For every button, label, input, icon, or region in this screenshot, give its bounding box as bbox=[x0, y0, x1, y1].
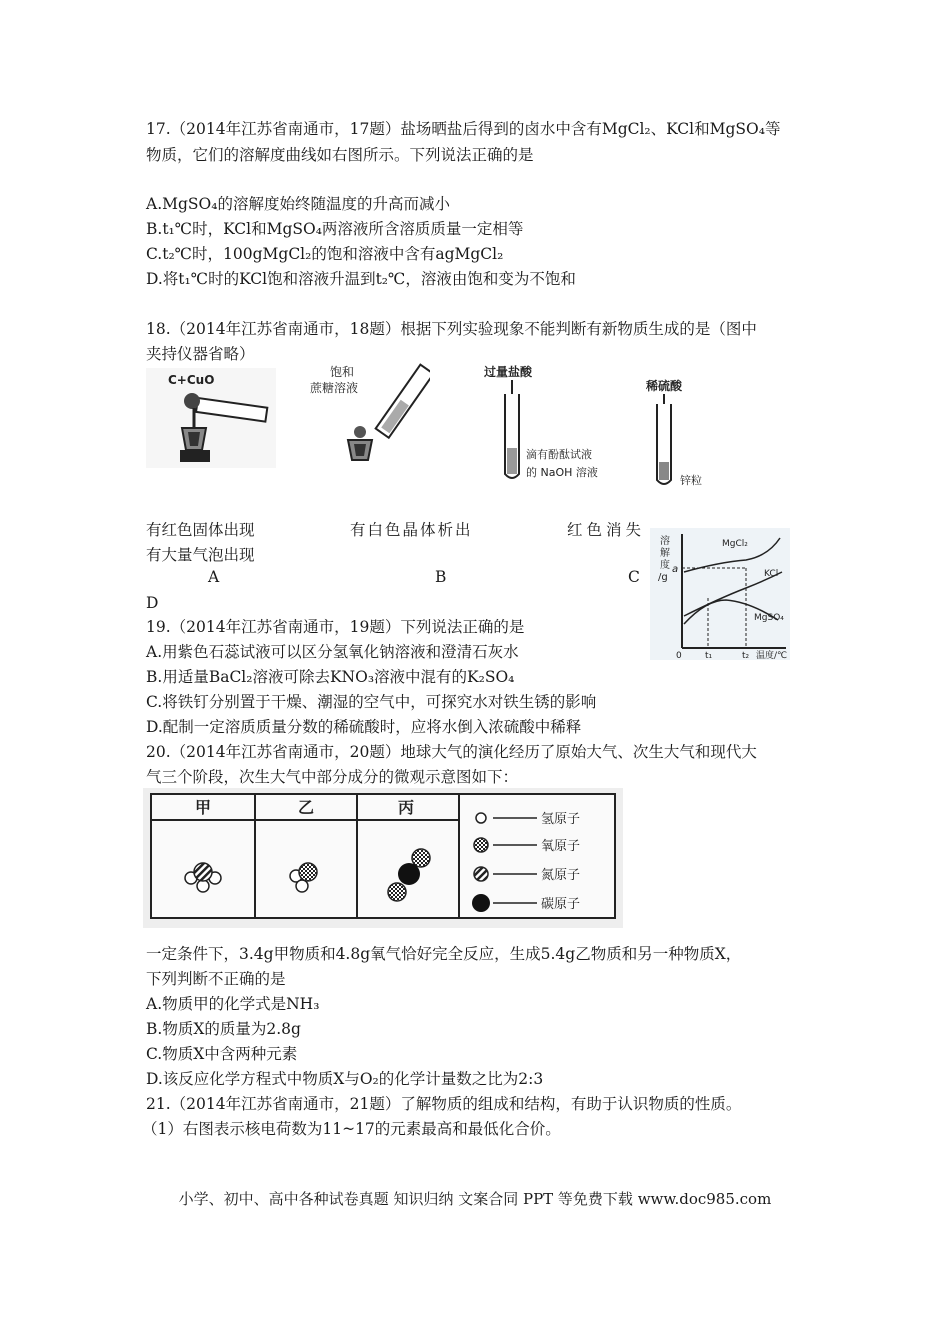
experiment-b-figure bbox=[300, 362, 430, 468]
q18-stem-line1: 18.（2014年江苏省南通市，18题）根据下列实验现象不能判断有新物质生成的是（图中 bbox=[146, 320, 757, 338]
q19-option-a: A.用紫色石蕊试液可以区分氢氧化钠溶液和澄清石灰水 bbox=[146, 643, 519, 661]
letter-b: B bbox=[435, 568, 447, 586]
fig-a-label: C+CuO bbox=[168, 373, 215, 387]
phenomenon-d: 有大量气泡出现 bbox=[146, 546, 255, 564]
q19-option-d: D.配制一定溶质质量分数的稀硫酸时，应将水倒入浓硫酸中稀释 bbox=[146, 718, 582, 736]
q17-option-d: D.将t₁℃时的KCl饱和溶液升温到t₂℃，溶液由饱和变为不饱和 bbox=[146, 270, 576, 288]
q20-stem-line1: 20.（2014年江苏省南通市，20题）地球大气的演化经历了原始大气、次生大气和现代大 bbox=[146, 743, 757, 761]
chart-series-kcl: KCl bbox=[764, 569, 779, 579]
molecule-diagram bbox=[143, 788, 623, 928]
q19-option-b: B.用适量BaCl₂溶液可除去KNO₃溶液中混有的K₂SO₄ bbox=[146, 668, 515, 686]
fig-b-label-2: 蔗糖溶液 bbox=[310, 381, 359, 395]
chart-origin: 0 bbox=[676, 651, 682, 660]
table-header-yi: 乙 bbox=[298, 798, 315, 817]
q17-stem-line1: 17.（2014年江苏省南通市，17题）盐场晒盐后得到的卤水中含有MgCl₂、KCl和MgSO₄等 bbox=[146, 120, 781, 138]
phenomenon-a: 有红色固体出现 bbox=[146, 521, 255, 539]
table-header-jia: 甲 bbox=[195, 798, 212, 817]
fig-c-label-1: 过量盐酸 bbox=[484, 365, 533, 379]
experiment-a-figure bbox=[146, 368, 276, 468]
phenomenon-c: 红色消失 bbox=[567, 521, 646, 539]
chart-series-mgso4: MgSO₄ bbox=[754, 613, 784, 623]
table-header-bing: 丙 bbox=[398, 798, 415, 817]
fig-c-label-3: 的 NaOH 溶液 bbox=[526, 466, 598, 479]
experiment-c-figure bbox=[478, 362, 628, 482]
q18-stem-line2: 夹持仪器省略） bbox=[146, 345, 255, 363]
q17-option-b: B.t₁℃时，KCl和MgSO₄两溶液所含溶质质量一定相等 bbox=[146, 220, 524, 238]
legend-nitrogen: 氮原子 bbox=[541, 868, 581, 883]
q21-stem: 21.（2014年江苏省南通市，21题）了解物质的组成和结构，有助于认识物质的性质。 bbox=[146, 1095, 742, 1113]
experiment-d-figure bbox=[640, 376, 720, 494]
solubility-chart bbox=[650, 528, 790, 660]
chart-ylabel-4: /g bbox=[658, 572, 668, 583]
q17-option-c: C.t₂℃时，100gMgCl₂的饱和溶液中含有agMgCl₂ bbox=[146, 245, 504, 263]
legend-oxygen: 氧原子 bbox=[541, 839, 581, 854]
legend-hydrogen-icon bbox=[476, 813, 486, 823]
phenomenon-b: 有白色晶体析出 bbox=[350, 521, 473, 539]
fig-d-label-1: 稀硫酸 bbox=[646, 379, 683, 393]
q17-stem-line2: 物质，它们的溶解度曲线如右图所示。下列说法正确的是 bbox=[146, 146, 534, 164]
letter-c: C bbox=[628, 568, 640, 586]
chart-ylabel-2: 解 bbox=[660, 548, 670, 559]
q21-sub1: （1）右图表示核电荷数为11~17的元素最高和最低化合价。 bbox=[142, 1120, 561, 1138]
chart-xlabel: 温度/℃ bbox=[756, 651, 788, 660]
q20-option-c: C.物质X中含两种元素 bbox=[146, 1045, 298, 1063]
legend-oxygen-icon bbox=[474, 838, 488, 852]
legend-carbon-icon bbox=[472, 894, 490, 912]
q17-option-a: A.MgSO₄的溶解度始终随温度的升高而减小 bbox=[146, 195, 450, 213]
fig-c-label-2: 滴有酚酞试液 bbox=[526, 448, 592, 461]
q20-option-d: D.该反应化学方程式中物质X与O₂的化学计量数之比为2:3 bbox=[146, 1070, 544, 1088]
chart-series-mgcl2: MgCl₂ bbox=[722, 539, 748, 549]
legend-hydrogen: 氢原子 bbox=[541, 812, 581, 827]
fig-d-label-2: 锌粒 bbox=[680, 474, 702, 487]
page-footer: 小学、初中、高中各种试卷真题 知识归纳 文案合同 PPT 等免费下载 www.doc985.com bbox=[178, 1190, 772, 1208]
chart-t2: t₂ bbox=[742, 651, 750, 660]
legend-carbon: 碳原子 bbox=[541, 897, 581, 912]
legend-nitrogen-icon bbox=[474, 867, 488, 881]
q20-option-a: A.物质甲的化学式是NH₃ bbox=[146, 995, 320, 1013]
letter-a: A bbox=[208, 568, 220, 586]
chart-ylabel-1: 溶 bbox=[660, 536, 670, 547]
chart-ylabel-3: 度 bbox=[660, 560, 670, 571]
q20-option-b: B.物质X的质量为2.8g bbox=[146, 1020, 301, 1038]
q19-stem: 19.（2014年江苏省南通市，19题）下列说法正确的是 bbox=[146, 618, 525, 636]
chart-t1: t₁ bbox=[705, 651, 713, 660]
q20-stem-line2: 气三个阶段，次生大气中部分成分的微观示意图如下： bbox=[146, 768, 519, 786]
q20-text-line2: 下列判断不正确的是 bbox=[146, 970, 286, 988]
fig-b-label-1: 饱和 bbox=[330, 365, 355, 379]
q20-text-line1: 一定条件下，3.4g甲物质和4.8g氧气恰好完全反应，生成5.4g乙物质和另一种物质X， bbox=[146, 945, 742, 963]
letter-d: D bbox=[146, 594, 159, 612]
q19-option-c: C.将铁钉分别置于干燥、潮湿的空气中，可探究水对铁生锈的影响 bbox=[146, 693, 597, 711]
chart-a-mark: a bbox=[672, 564, 679, 575]
